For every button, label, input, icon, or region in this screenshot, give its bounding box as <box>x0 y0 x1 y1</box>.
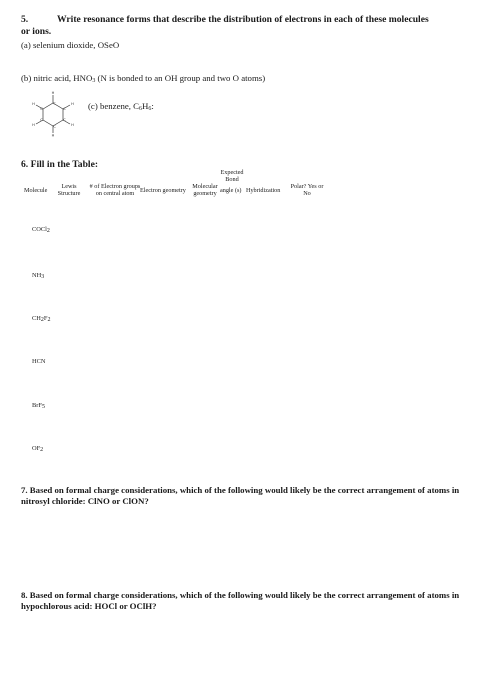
molecule-of2 <box>32 445 43 452</box>
question-number: 5. <box>21 14 29 25</box>
header-lewis <box>52 183 86 198</box>
question-8: 8. Based on formal charge considerations, which of the following would likely be the correct arrangement of atoms in hypochlorous acid: HOCl or OClH? <box>21 590 460 611</box>
question-5-prompt <box>21 14 471 38</box>
part-c-text: (c) benzene, C <box>88 101 140 111</box>
header-mgeom-line2: geometry <box>193 190 217 198</box>
header-mgeom-line1: Molecular <box>192 183 218 190</box>
molecule-formula: HCN <box>32 358 46 365</box>
header-electron-geometry: Electron geometry <box>140 187 186 194</box>
header-groups-line1: # of Electron groups <box>89 183 141 190</box>
molecule-brf5 <box>32 402 45 409</box>
molecule-formula: NH <box>32 272 42 279</box>
benzene-structure <box>26 90 80 138</box>
header-hybridization: Hybridization <box>246 187 281 194</box>
part-c-subscript: 6 <box>148 106 152 112</box>
molecule-subscript: 2 <box>46 228 50 234</box>
molecule-formula-tail: F <box>43 315 48 322</box>
molecule-formula: OF <box>32 445 41 452</box>
header-polar <box>282 183 332 198</box>
part-b <box>21 73 265 84</box>
molecule-subscript: 2 <box>40 447 44 453</box>
part-c-text-mid: H <box>142 101 149 111</box>
molecule-subscript: 2 <box>47 317 51 323</box>
header-groups-line2: on central atom <box>95 190 135 198</box>
part-c-text-end: : <box>151 101 154 111</box>
hydrogen-label: H <box>71 123 74 127</box>
header-electron-groups <box>84 183 146 198</box>
header-lewis-line2: Structure <box>57 190 81 198</box>
molecule-formula: COCl <box>32 226 47 233</box>
hydrogen-label: H <box>51 91 55 95</box>
carbon-label: C <box>53 101 56 106</box>
question-7: 7. Based on formal charge considerations, which of the following would likely be the correct arrangement of atoms in nitrosyl chloride: ClNO or ClON? <box>21 485 460 506</box>
molecule-subscript: 5 <box>41 404 45 410</box>
hydrogen-label: H <box>32 102 35 106</box>
hydrogen-label: H <box>71 102 74 106</box>
hydrogen-label: H <box>51 133 55 138</box>
molecule-formula: BrF <box>32 402 42 409</box>
header-molecular-geometry <box>188 183 222 198</box>
header-angle-line1: Expected <box>220 169 244 176</box>
hydrogen-label: H <box>32 123 35 127</box>
question-text-cont: or ions. <box>21 26 52 37</box>
header-angle-line2: Bond <box>225 176 239 184</box>
molecule-nh3 <box>32 272 44 279</box>
header-polar-line1: Polar? Yes or <box>290 183 324 190</box>
question-6-title: 6. Fill in the Table: <box>21 159 99 170</box>
molecule-subscript: 3 <box>41 274 45 280</box>
carbon-label: C <box>40 118 43 122</box>
molecule-ch2f2 <box>32 315 50 322</box>
molecule-coclz <box>32 226 50 233</box>
header-molecule: Molecule <box>24 187 48 194</box>
part-b-text: (b) nitric acid, HNO <box>21 73 93 83</box>
carbon-label: C <box>40 107 43 111</box>
header-bond-angle <box>214 169 250 184</box>
header-lewis-line1: Lewis <box>61 183 77 190</box>
molecule-subscript: 2 <box>40 317 44 323</box>
molecule-hcn <box>32 358 46 365</box>
question-text: Write resonance forms that describe the distribution of electrons in each of these molecules <box>57 14 429 25</box>
header-angle-line3: angle (s) <box>220 187 242 194</box>
part-a: (a) selenium dioxide, OSeO <box>21 40 120 50</box>
part-b-text-end: (N is bonded to an OH group and two O atoms) <box>95 73 266 83</box>
carbon-label: C <box>63 107 66 111</box>
carbon-label: C <box>53 124 56 129</box>
part-b-subscript: 3 <box>92 78 96 84</box>
molecule-formula: CH <box>32 315 41 322</box>
carbon-label: C <box>63 118 66 122</box>
part-c-subscript: 6 <box>139 106 143 112</box>
part-c <box>88 101 154 112</box>
header-polar-line2: No <box>303 190 311 198</box>
